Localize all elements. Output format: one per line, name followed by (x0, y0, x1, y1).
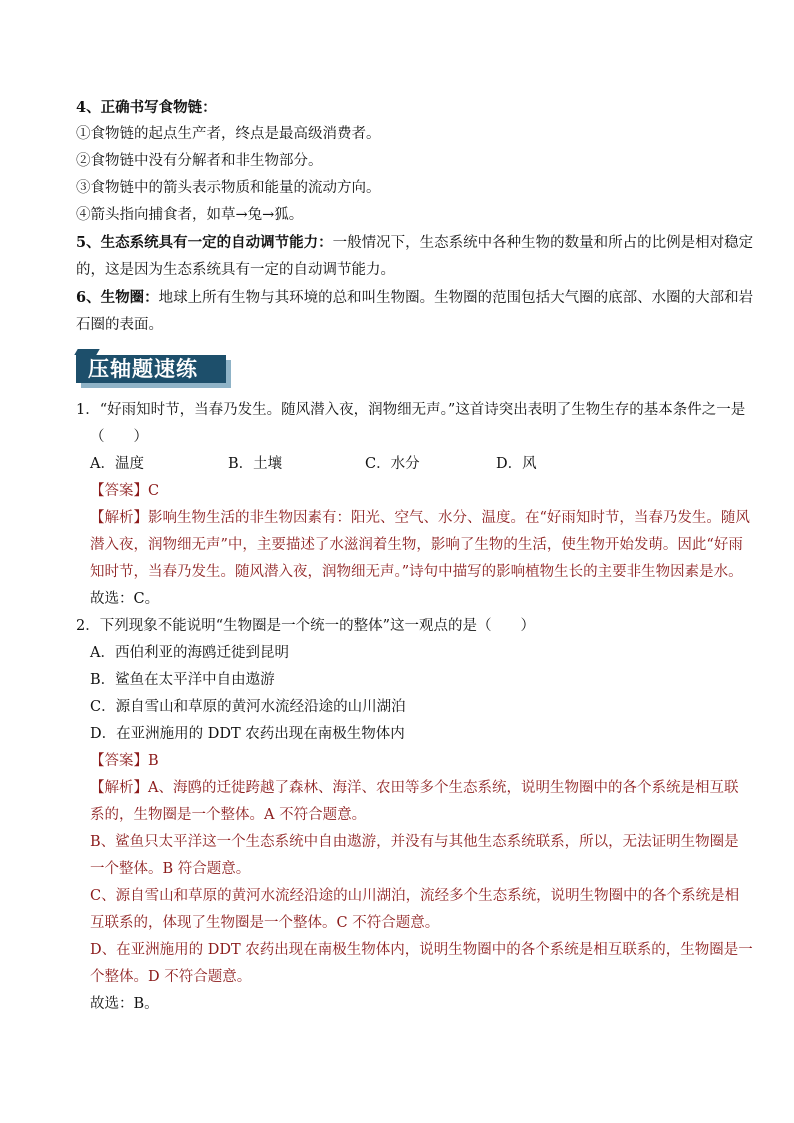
q2-option-d: D．在亚洲施用的 DDT 农药出现在南极生物体内 (90, 726, 405, 742)
point-4-item: ②食物链中没有分解者和非生物部分。 (76, 153, 323, 169)
document-content (76, 94, 754, 1018)
point-6-text: 地球上所有生物与其环境的总和叫生物圈。生物圈的范围包括大气圈的底部、水圈的大部和岩 (158, 290, 754, 306)
q2-answer: 【答案】B (90, 753, 159, 769)
point-6-text-cont: 石圈的表面。 (76, 317, 163, 333)
q1-stem: 1．“好雨知时节，当春乃发生。随风潜入夜，润物细无声。”这首诗突出表明了生物生存的基本条件之一是 (76, 402, 746, 418)
q2-option-c: C．源自雪山和草原的黄河水流经沿途的山川湖泊 (90, 699, 406, 715)
q1-option-c: C．水分 (365, 456, 420, 472)
q1-stem-bracket: （ ） (90, 429, 148, 445)
q1-conclusion: 故选：C。 (90, 591, 160, 607)
q2-analysis-c-cont: 互联系的，体现了生物圈是一个整体。C 不符合题意。 (90, 915, 440, 931)
q2-option-a: A．西伯利亚的海鸥迁徙到昆明 (90, 645, 289, 661)
q1-analysis-cont: 潜入夜，润物细无声”中，主要描述了水滋润着生物，影响了生物的生活，使生物开始发萌。因此“好雨 (90, 537, 743, 553)
q2-analysis-a-cont: 系的，生物圈是一个整体。A 不符合题意。 (90, 807, 367, 823)
banner-title: 压轴题速练 (88, 357, 198, 381)
point-4-item: ③食物链中的箭头表示物质和能量的流动方向。 (76, 180, 381, 196)
q2-stem: 2．下列现象不能说明“生物圈是一个统一的整体”这一观点的是（ ） (76, 618, 536, 634)
point-5-text-cont: 的，这是因为生态系统具有一定的自动调节能力。 (76, 262, 395, 278)
q1-option-b: B．土壤 (228, 456, 283, 472)
section-banner (76, 345, 726, 395)
point-4-item: ④箭头指向捕食者，如草→兔→狐。 (76, 207, 304, 223)
q2-analysis-b: B、鲨鱼只太平洋这一个生态系统中自由遨游，并没有与其他生态系统联系，所以，无法证明生物圈是 (90, 834, 739, 850)
point-6-title: 6、生物圈： (76, 289, 159, 306)
q2-conclusion: 故选：B。 (90, 996, 159, 1012)
q2-analysis-b-cont: 一个整体。B 符合题意。 (90, 861, 251, 877)
q2-analysis-a: 【解析】A、海鸥的迁徙跨越了森林、海洋、农田等多个生态系统，说明生物圈中的各个系统是相互联 (90, 780, 739, 796)
point-5-title: 5、生态系统具有一定的自动调节能力： (76, 234, 333, 251)
point-5-text: 一般情况下，生态系统中各种生物的数量和所占的比例是相对稳定 (332, 235, 754, 251)
point-5 (76, 229, 754, 257)
q1-analysis: 【解析】影响生物生活的非生物因素有：阳光、空气、水分、温度。在“好雨知时节，当春乃发生。随风 (90, 510, 750, 526)
q1-options (76, 451, 726, 478)
q1-analysis-cont: 知时节，当春乃发生。随风潜入夜，润物细无声。”诗句中描写的影响植物生长的主要非生物因素是水。 (90, 564, 743, 580)
point-4-item: ①食物链的起点生产者，终点是最高级消费者。 (76, 126, 381, 142)
point-6 (76, 284, 754, 312)
q1-option-a: A．温度 (90, 456, 144, 472)
point-4-title: 4、正确书写食物链： (76, 99, 217, 116)
q2-analysis-c: C、源自雪山和草原的黄河水流经沿途的山川湖泊，流经多个生态系统，说明生物圈中的各个系统是相 (90, 888, 740, 904)
q2-option-b: B．鲨鱼在太平洋中自由遨游 (90, 672, 275, 688)
q2-analysis-d-cont: 个整体。D 不符合题意。 (90, 969, 252, 985)
q1-option-d: D．风 (496, 456, 537, 472)
q1-answer: 【答案】C (90, 483, 160, 499)
q2-analysis-d: D、在亚洲施用的 DDT 农药出现在南极生物体内，说明生物圈中的各个系统是相互联系的，生物圈是一 (90, 942, 753, 958)
